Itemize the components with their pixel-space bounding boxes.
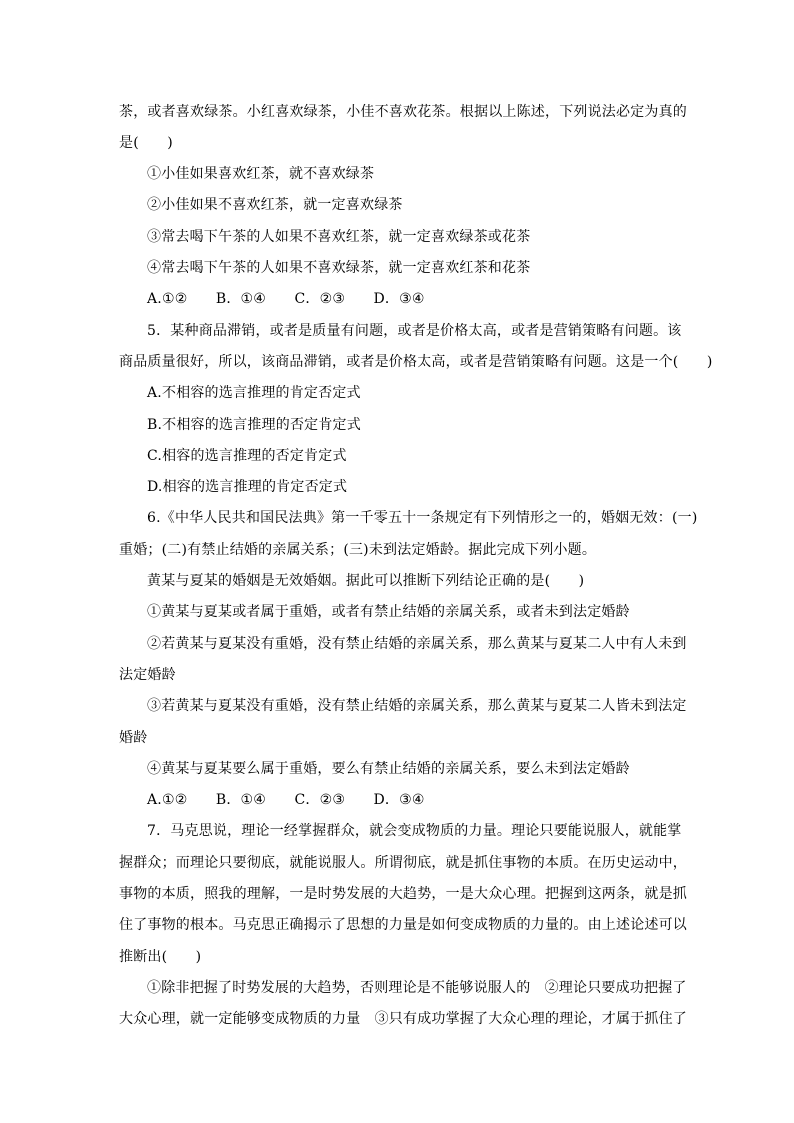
question-6-line-2: 重婚；(二)有禁止结婚的亲属关系；(三)未到法定婚龄。据此完成下列小题。	[119, 542, 597, 558]
question-7-line-4: 住了事物的根本。马克思正确揭示了思想的力量是如何变成物质的力量的。由上述论述可以	[119, 917, 687, 933]
question-7-line-2: 握群众；而理论只要彻底，就能说服人。所谓彻底，就是抓住事物的本质。在历史运动中，	[119, 855, 687, 871]
option-line-2: ②小佳如果不喜欢红茶，就一定喜欢绿茶	[147, 197, 403, 213]
q6-statement-1: ①黄某与夏某或者属于重婚，或者有禁止结婚的亲属关系，或者未到法定婚龄	[147, 604, 630, 620]
q6-statement-2-cont: 法定婚龄	[119, 667, 176, 683]
q7-statements-line-1: ①除非把握了时势发展的大趋势，否则理论是不能够说服人的 ②理论只要成功把握了	[147, 980, 687, 996]
question-6-stem: 黄某与夏某的婚姻是无效婚姻。据此可以推断下列结论正确的是( )	[147, 573, 585, 589]
q5-option-c: C.相容的选言推理的否定肯定式	[147, 448, 347, 464]
question-7-line-3: 事物的本质，照我的理解，一是时势发展的大趋势，一是大众心理。把握到这两条，就是抓	[119, 886, 687, 902]
q6-statement-3-cont: 婚龄	[119, 730, 148, 746]
answer-choices-q4: A.①② B．①④ C．②③ D．③④	[147, 291, 425, 307]
option-line-1: ①小佳如果喜欢红茶，就不喜欢绿茶	[147, 166, 375, 182]
q7-statements-line-2: 大众心理，就一定能够变成物质的力量 ③只有成功掌握了大众心理的理论，才属于抓住了	[119, 1011, 687, 1027]
q5-option-b: B.不相容的选言推理的否定肯定式	[147, 417, 361, 433]
text-line-1: 茶，或者喜欢绿茶。小红喜欢绿茶，小佳不喜欢花茶。根据以上陈述，下列说法必定为真的	[119, 104, 687, 120]
question-7-line-5: 推断出( )	[119, 949, 202, 965]
option-line-3: ③常去喝下午茶的人如果不喜欢红茶，就一定喜欢绿茶或花茶	[147, 229, 531, 245]
q6-statement-2: ②若黄某与夏某没有重婚，没有禁止结婚的亲属关系，那么黄某与夏某二人中有人未到	[147, 636, 687, 652]
answer-choices-q6: A.①② B．①④ C．②③ D．③④	[147, 792, 425, 808]
text-line-2: 是( )	[119, 135, 173, 151]
question-6-line-1: 6.《中华人民共和国民法典》第一千零五十一条规定有下列情形之一的，婚姻无效：(一)	[147, 510, 698, 526]
q6-statement-3: ③若黄某与夏某没有重婚，没有禁止结婚的亲属关系，那么黄某与夏某二人皆未到法定	[147, 698, 687, 714]
question-7-line-1: 7．马克思说，理论一经掌握群众，就会变成物质的力量。理论只要能说服人，就能掌	[147, 823, 682, 839]
q5-option-d: D.相容的选言推理的肯定否定式	[147, 479, 348, 495]
question-5-line-2: 商品质量很好，所以，该商品滞销，或者是价格太高，或者是营销策略有问题。这是一个( )	[119, 354, 713, 370]
q5-option-a: A.不相容的选言推理的肯定否定式	[147, 385, 361, 401]
q6-statement-4: ④黄某与夏某要么属于重婚，要么有禁止结婚的亲属关系，要么未到法定婚龄	[147, 761, 630, 777]
option-line-4: ④常去喝下午茶的人如果不喜欢绿茶，就一定喜欢红茶和花茶	[147, 260, 531, 276]
question-5-line-1: 5．某种商品滞销，或者是质量有问题，或者是价格太高，或者是营销策略有问题。该	[147, 323, 682, 339]
